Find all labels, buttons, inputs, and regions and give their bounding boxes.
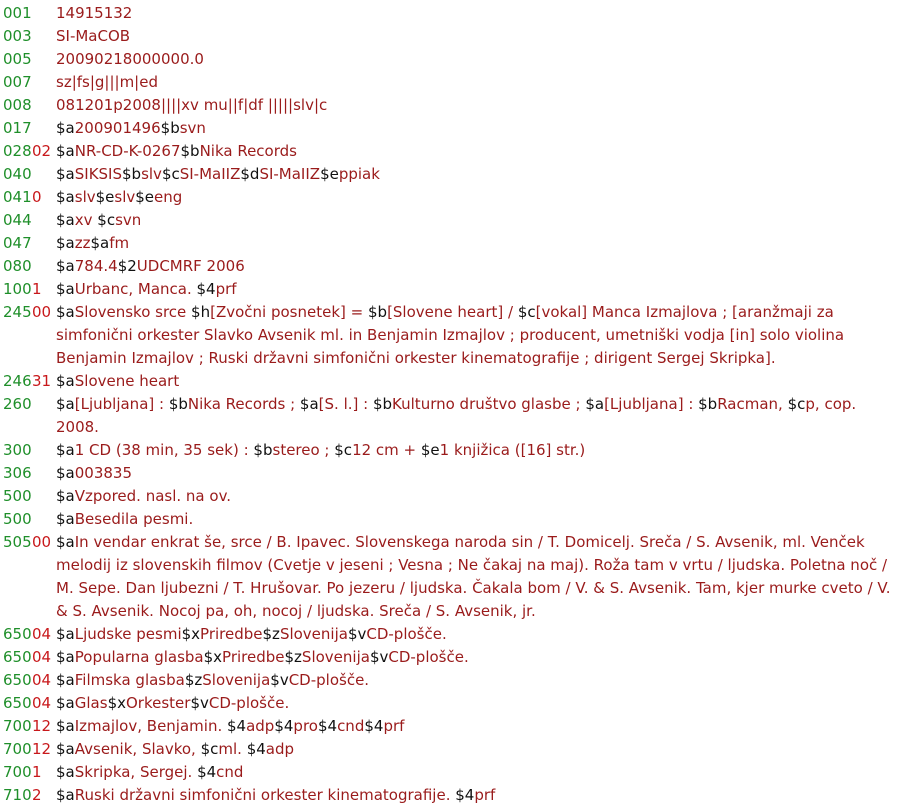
subfield-code: $a bbox=[56, 487, 75, 505]
subfield-code: $a bbox=[56, 441, 75, 459]
field-value bbox=[56, 25, 900, 48]
marc-field-row bbox=[0, 715, 900, 738]
marc-field-row bbox=[0, 186, 900, 209]
subfield-code: $e bbox=[320, 165, 339, 183]
marc-field-row bbox=[0, 2, 900, 25]
subfield-text: NR-CD-K-0267 bbox=[74, 142, 181, 160]
subfield-text: Priredbe bbox=[200, 625, 263, 643]
field-value bbox=[56, 2, 900, 25]
field-indicators: 31 bbox=[32, 372, 52, 390]
subfield-text: svn bbox=[179, 119, 206, 137]
marc-field-row bbox=[0, 71, 900, 94]
subfield-code: $4 bbox=[317, 717, 338, 735]
subfield-text: Ruski državni simfonični orkester kinematografije. bbox=[74, 786, 456, 804]
subfield-code: $4 bbox=[364, 717, 384, 735]
field-value bbox=[56, 761, 900, 784]
field-indicators: 12 bbox=[32, 740, 52, 758]
subfield-text: Kulturno društvo glasbe ; bbox=[392, 395, 586, 413]
subfield-text: Slovenija bbox=[279, 625, 348, 643]
subfield-code: $z bbox=[184, 671, 203, 689]
field-tag: 650 bbox=[3, 625, 32, 643]
subfield-text: 1 CD (38 min, 35 sek) : bbox=[74, 441, 254, 459]
field-tag: 500 bbox=[3, 487, 32, 505]
subfield-text: Orkester bbox=[125, 694, 191, 712]
subfield-code: $a bbox=[56, 188, 75, 206]
marc-field-row bbox=[0, 439, 900, 462]
field-value bbox=[56, 301, 900, 370]
subfield-code: $a bbox=[56, 257, 75, 275]
subfield-text: slv bbox=[114, 188, 136, 206]
subfield-code: $v bbox=[270, 671, 289, 689]
field-indicators bbox=[32, 48, 56, 71]
subfield-text: cnd bbox=[337, 717, 365, 735]
subfield-text: Glas bbox=[74, 694, 108, 712]
subfield-text: Racman, bbox=[717, 395, 788, 413]
subfield-code: $a bbox=[90, 234, 110, 252]
subfield-text: [vokal] Manca Izmajlova ; [aranžmaji za simfonični orkester Slavko Avsenik ml. in Benjamin Izmajlov ; producent, umetniški vodja [in] solo violina Benjamin Izmajlov ; Ruski državni simfonični orkester kinematografije ; dirigent Sergej Skripka]. bbox=[56, 303, 845, 367]
subfield-text: 20090218000000.0 bbox=[56, 50, 204, 68]
field-tag: 650 bbox=[3, 648, 32, 666]
field-value bbox=[56, 140, 900, 163]
field-value bbox=[56, 232, 900, 255]
subfield-code: $x bbox=[181, 625, 201, 643]
subfield-code: $b bbox=[180, 142, 200, 160]
subfield-text: xv bbox=[74, 211, 98, 229]
field-tag: 001 bbox=[3, 4, 32, 22]
field-value bbox=[56, 485, 900, 508]
subfield-text: UDCMRF 2006 bbox=[136, 257, 245, 275]
field-tag: 005 bbox=[3, 50, 32, 68]
subfield-text: cnd bbox=[216, 763, 244, 781]
field-indicators: 0 bbox=[32, 188, 42, 206]
subfield-code: $a bbox=[56, 671, 75, 689]
field-tag: 650 bbox=[3, 671, 32, 689]
subfield-code: $b bbox=[367, 303, 388, 321]
field-indicators bbox=[32, 255, 56, 278]
subfield-code: $c bbox=[97, 211, 116, 229]
subfield-code: $e bbox=[135, 188, 155, 206]
field-tag: 260 bbox=[3, 395, 32, 413]
marc-field-row bbox=[0, 117, 900, 140]
subfield-text: p, cop. 2008. bbox=[56, 395, 857, 436]
field-tag: 306 bbox=[3, 464, 32, 482]
field-indicators bbox=[32, 462, 56, 485]
subfield-text: zz bbox=[74, 234, 91, 252]
field-indicators bbox=[32, 393, 56, 439]
field-value bbox=[56, 255, 900, 278]
subfield-code: $a bbox=[56, 234, 75, 252]
marc-field-row bbox=[0, 784, 900, 807]
marc-field-row bbox=[0, 255, 900, 278]
field-value bbox=[56, 508, 900, 531]
field-indicators bbox=[32, 71, 56, 94]
subfield-text: CD-plošče. bbox=[288, 671, 370, 689]
marc-field-row bbox=[0, 393, 900, 439]
field-tag: 246 bbox=[3, 372, 32, 390]
subfield-code: $e bbox=[420, 441, 440, 459]
subfield-code: $c bbox=[200, 740, 219, 758]
field-indicators: 04 bbox=[32, 648, 52, 666]
subfield-code: $a bbox=[56, 648, 75, 666]
field-value bbox=[56, 738, 900, 761]
subfield-code: $2 bbox=[117, 257, 137, 275]
subfield-code: $a bbox=[56, 740, 75, 758]
field-indicators bbox=[32, 232, 56, 255]
subfield-text: Vzpored. nasl. na ov. bbox=[74, 487, 232, 505]
subfield-text: adp bbox=[246, 717, 275, 735]
subfield-code: $a bbox=[56, 763, 75, 781]
field-indicators bbox=[32, 485, 56, 508]
subfield-code: $a bbox=[56, 395, 75, 413]
subfield-text: Nika Records ; bbox=[187, 395, 300, 413]
subfield-text: Slovensko srce bbox=[74, 303, 192, 321]
field-value bbox=[56, 186, 900, 209]
field-indicators bbox=[32, 2, 56, 25]
field-value bbox=[56, 278, 900, 301]
subfield-text: ppiak bbox=[338, 165, 380, 183]
marc-field-row bbox=[0, 462, 900, 485]
marc-field-row bbox=[0, 25, 900, 48]
subfield-text: In vendar enkrat še, srce / B. Ipavec. Slovenskega naroda sin / T. Domicelj. Sreča / S. Avsenik, ml. Venček melodij iz slovenskih filmov (Cvetje v jeseni ; Vesna ; Ne čakaj na maj). Roža tam v vrtu / ljudska. Poletna noč / M. Sepe. Dan ljubezni / T. Hrušovar. Po jezeru / ljudska. Čakala bom / V. & S. Avsenik. Tam, kjer murke cveto / V. & S. Avsenik. Nocoj pa, oh, nocoj / ljudska. Sreča / S. Avsenik, jr. bbox=[56, 533, 891, 620]
subfield-text: CD-plošče. bbox=[366, 625, 447, 643]
field-indicators bbox=[32, 94, 56, 117]
subfield-text: Slovenija bbox=[202, 671, 271, 689]
field-indicators: 00 bbox=[32, 533, 52, 551]
subfield-text: CD-plošče. bbox=[208, 694, 290, 712]
subfield-text: Priredbe bbox=[222, 648, 285, 666]
field-value bbox=[56, 71, 900, 94]
field-tag: 003 bbox=[3, 27, 32, 45]
field-value bbox=[56, 393, 900, 439]
subfield-text: slv bbox=[141, 165, 162, 183]
field-value bbox=[56, 370, 900, 393]
subfield-code: $d bbox=[240, 165, 260, 183]
field-tag: 017 bbox=[3, 119, 32, 137]
subfield-code: $a bbox=[56, 510, 75, 528]
field-value bbox=[56, 784, 900, 807]
subfield-text: Ljudske pesmi bbox=[74, 625, 182, 643]
subfield-code: $4 bbox=[226, 717, 247, 735]
field-tag: 047 bbox=[3, 234, 32, 252]
subfield-code: $4 bbox=[455, 786, 475, 804]
subfield-text: Slovenija bbox=[301, 648, 370, 666]
field-value bbox=[56, 94, 900, 117]
field-value bbox=[56, 531, 900, 623]
field-indicators: 00 bbox=[32, 303, 52, 321]
subfield-code: $h bbox=[191, 303, 211, 321]
subfield-text: [Zvočni posnetek] = bbox=[210, 303, 368, 321]
field-indicators bbox=[32, 163, 56, 186]
subfield-text: CD-plošče. bbox=[388, 648, 469, 666]
subfield-code: $v bbox=[369, 648, 389, 666]
field-value bbox=[56, 163, 900, 186]
subfield-text: ml. bbox=[218, 740, 247, 758]
subfield-text: 1 knjižica ([16] str.) bbox=[439, 441, 586, 459]
subfield-text: fm bbox=[109, 234, 130, 252]
subfield-text: Avsenik, Slavko, bbox=[74, 740, 201, 758]
field-tag: 505 bbox=[3, 533, 32, 551]
subfield-text: 003835 bbox=[74, 464, 133, 482]
field-tag: 040 bbox=[3, 165, 32, 183]
subfield-text: SI-MaIIZ bbox=[179, 165, 241, 183]
subfield-text: 784.4 bbox=[74, 257, 118, 275]
subfield-code: $v bbox=[190, 694, 209, 712]
field-tag: 300 bbox=[3, 441, 32, 459]
marc-field-row bbox=[0, 232, 900, 255]
field-indicators: 12 bbox=[32, 717, 52, 735]
field-indicators bbox=[32, 209, 56, 232]
subfield-text: Besedila pesmi. bbox=[74, 510, 194, 528]
field-indicators: 1 bbox=[32, 763, 42, 781]
field-tag: 700 bbox=[3, 717, 32, 735]
subfield-code: $a bbox=[56, 533, 75, 551]
field-indicators: 04 bbox=[32, 694, 52, 712]
subfield-code: $b bbox=[372, 395, 393, 413]
marc-field-row bbox=[0, 531, 900, 623]
subfield-code: $a bbox=[56, 211, 75, 229]
subfield-text: SI-MaIIZ bbox=[259, 165, 321, 183]
field-value bbox=[56, 462, 900, 485]
subfield-code: $4 bbox=[274, 717, 294, 735]
field-value bbox=[56, 117, 900, 140]
field-value bbox=[56, 48, 900, 71]
field-indicators bbox=[32, 25, 56, 48]
subfield-code: $x bbox=[203, 648, 223, 666]
subfield-code: $a bbox=[56, 303, 75, 321]
subfield-text: [Ljubljana] : bbox=[604, 395, 699, 413]
field-indicators: 1 bbox=[32, 280, 42, 298]
field-value bbox=[56, 209, 900, 232]
subfield-code: $c bbox=[161, 165, 180, 183]
subfield-code: $b bbox=[253, 441, 273, 459]
field-value bbox=[56, 669, 900, 692]
field-indicators: 04 bbox=[32, 671, 52, 689]
subfield-text: Izmajlov, Benjamin. bbox=[74, 717, 227, 735]
subfield-code: $z bbox=[284, 648, 302, 666]
field-tag: 008 bbox=[3, 96, 32, 114]
subfield-code: $b bbox=[160, 119, 180, 137]
subfield-code: $4 bbox=[246, 740, 266, 758]
field-tag: 710 bbox=[3, 786, 32, 804]
field-indicators: 2 bbox=[32, 786, 42, 804]
subfield-text: SIKSIS bbox=[74, 165, 122, 183]
subfield-text: [Ljubljana] : bbox=[74, 395, 169, 413]
marc-field-row bbox=[0, 508, 900, 531]
field-indicators bbox=[32, 117, 56, 140]
field-tag: 245 bbox=[3, 303, 32, 321]
subfield-text: eng bbox=[154, 188, 183, 206]
field-indicators: 02 bbox=[32, 142, 52, 160]
subfield-code: $x bbox=[107, 694, 126, 712]
marc-field-row bbox=[0, 669, 900, 692]
subfield-text: 12 cm + bbox=[352, 441, 421, 459]
field-indicators: 04 bbox=[32, 625, 52, 643]
subfield-text: prf bbox=[383, 717, 405, 735]
marc-field-row bbox=[0, 278, 900, 301]
subfield-code: $c bbox=[787, 395, 806, 413]
field-tag: 500 bbox=[3, 510, 32, 528]
field-value bbox=[56, 692, 900, 715]
subfield-text: adp bbox=[265, 740, 295, 758]
subfield-code: $a bbox=[56, 786, 75, 804]
subfield-text: Slovene heart bbox=[74, 372, 180, 390]
subfield-code: $4 bbox=[197, 763, 217, 781]
subfield-text: SI-MaCOB bbox=[56, 27, 131, 45]
field-tag: 700 bbox=[3, 763, 32, 781]
subfield-code: $a bbox=[56, 464, 75, 482]
marc-field-row bbox=[0, 370, 900, 393]
subfield-code: $a bbox=[56, 119, 75, 137]
subfield-code: $a bbox=[56, 372, 75, 390]
marc-field-row bbox=[0, 140, 900, 163]
subfield-text: 200901496 bbox=[74, 119, 161, 137]
subfield-text: Nika Records bbox=[199, 142, 297, 160]
marc-field-row bbox=[0, 301, 900, 370]
subfield-text: prf bbox=[474, 786, 496, 804]
field-indicators bbox=[32, 508, 56, 531]
subfield-code: $a bbox=[56, 142, 75, 160]
subfield-code: $a bbox=[56, 165, 75, 183]
subfield-text: sz|fs|g|||m|ed bbox=[56, 73, 158, 91]
field-value bbox=[56, 646, 900, 669]
subfield-text: prf bbox=[215, 280, 237, 298]
field-value bbox=[56, 623, 900, 646]
field-tag: 041 bbox=[3, 188, 32, 206]
subfield-text: Skripka, Sergej. bbox=[74, 763, 198, 781]
marc-field-row bbox=[0, 163, 900, 186]
marc-field-row bbox=[0, 94, 900, 117]
subfield-code: $a bbox=[56, 717, 75, 735]
marc-field-row bbox=[0, 738, 900, 761]
field-tag: 080 bbox=[3, 257, 32, 275]
subfield-code: $b bbox=[122, 165, 142, 183]
field-tag: 700 bbox=[3, 740, 32, 758]
field-value bbox=[56, 715, 900, 738]
subfield-code: $b bbox=[168, 395, 188, 413]
marc-field-row bbox=[0, 623, 900, 646]
subfield-text: [S. l.] : bbox=[318, 395, 373, 413]
field-tag: 100 bbox=[3, 280, 32, 298]
field-indicators bbox=[32, 439, 56, 462]
subfield-code: $a bbox=[299, 395, 319, 413]
marc-field-row bbox=[0, 761, 900, 784]
subfield-text: stereo ; bbox=[272, 441, 335, 459]
subfield-text: Urbanc, Manca. bbox=[74, 280, 197, 298]
subfield-code: $a bbox=[56, 625, 75, 643]
marc-field-row bbox=[0, 209, 900, 232]
subfield-text: 14915132 bbox=[56, 4, 133, 22]
subfield-code: $b bbox=[698, 395, 718, 413]
subfield-code: $4 bbox=[196, 280, 216, 298]
subfield-code: $c bbox=[334, 441, 353, 459]
subfield-code: $e bbox=[95, 188, 115, 206]
subfield-text: pro bbox=[293, 717, 318, 735]
field-tag: 044 bbox=[3, 211, 32, 229]
subfield-text: Popularna glasba bbox=[74, 648, 204, 666]
marc-field-row bbox=[0, 646, 900, 669]
subfield-code: $v bbox=[347, 625, 367, 643]
marc-field-row bbox=[0, 48, 900, 71]
marc-field-row bbox=[0, 692, 900, 715]
field-tag: 028 bbox=[3, 142, 32, 160]
subfield-text: slv bbox=[74, 188, 96, 206]
subfield-code: $c bbox=[517, 303, 536, 321]
subfield-text: Filmska glasba bbox=[74, 671, 185, 689]
subfield-code: $a bbox=[585, 395, 605, 413]
field-tag: 007 bbox=[3, 73, 32, 91]
subfield-code: $z bbox=[262, 625, 280, 643]
subfield-code: $a bbox=[56, 694, 75, 712]
marc-field-row bbox=[0, 485, 900, 508]
subfield-text: [Slovene heart] / bbox=[387, 303, 518, 321]
subfield-code: $a bbox=[56, 280, 75, 298]
field-tag: 650 bbox=[3, 694, 32, 712]
field-value bbox=[56, 439, 900, 462]
subfield-text: svn bbox=[115, 211, 142, 229]
subfield-text: 081201p2008||||xv mu||f|df |||||slv|c bbox=[56, 96, 328, 114]
